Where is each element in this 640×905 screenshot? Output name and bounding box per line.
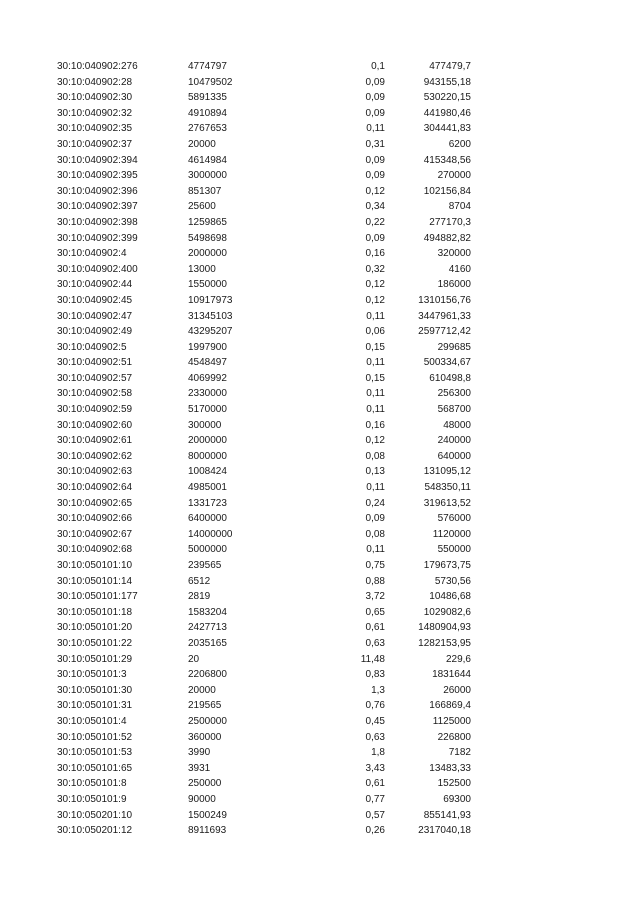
- rate-cell: 0,65: [365, 606, 385, 618]
- area-cell: 5170000: [188, 404, 227, 416]
- table-row: [0, 121, 640, 137]
- value-cell: 550000: [437, 544, 471, 556]
- table-row: [0, 355, 640, 371]
- table-row: [0, 792, 640, 808]
- table-row: [0, 652, 640, 668]
- cadastral-number-cell: 30:10:040902:63: [57, 466, 133, 478]
- table-row: [0, 542, 640, 558]
- rate-cell: 0,15: [365, 372, 385, 384]
- value-cell: 3447961,33: [418, 310, 471, 322]
- table-row: [0, 511, 640, 527]
- cadastral-number-cell: 30:10:040902:47: [57, 310, 133, 322]
- cadastral-number-cell: 30:10:040902:57: [57, 372, 133, 384]
- area-cell: 4548497: [188, 357, 227, 369]
- area-cell: 25600: [188, 201, 216, 213]
- cadastral-number-cell: 30:10:040902:276: [57, 61, 138, 72]
- area-cell: 239565: [188, 560, 222, 571]
- table-row: [0, 433, 640, 449]
- area-cell: 851307: [188, 185, 222, 197]
- rate-cell: 0,11: [366, 388, 385, 400]
- rate-cell: 1,8: [371, 747, 385, 759]
- table-row: [0, 683, 640, 699]
- area-cell: 4985001: [188, 482, 227, 494]
- area-cell: 2000000: [188, 248, 227, 260]
- rate-cell: 0,61: [365, 778, 385, 790]
- value-cell: 240000: [437, 435, 471, 447]
- cadastral-number-cell: 30:10:050101:52: [57, 731, 133, 743]
- rate-cell: 0,16: [365, 248, 385, 260]
- rate-cell: 0,06: [365, 326, 385, 338]
- table-row: [0, 464, 640, 480]
- rate-cell: 0,09: [365, 92, 385, 104]
- table-row: [0, 402, 640, 418]
- cadastral-number-cell: 30:10:040902:59: [57, 404, 133, 416]
- value-cell: 277170,3: [429, 216, 471, 228]
- area-cell: 2330000: [188, 388, 227, 400]
- area-cell: 20000: [188, 138, 216, 150]
- value-cell: 548350,11: [424, 482, 471, 494]
- area-cell: 2767653: [188, 123, 227, 135]
- rate-cell: 0,57: [365, 809, 385, 821]
- table-row: [0, 106, 640, 122]
- cadastral-number-cell: 30:10:040902:395: [57, 170, 138, 182]
- table-row: [0, 59, 640, 75]
- value-cell: 576000: [437, 513, 471, 525]
- rate-cell: 0,11: [366, 357, 385, 369]
- rate-cell: 0,13: [365, 466, 385, 478]
- rate-cell: 0,12: [365, 185, 385, 197]
- rate-cell: 0,63: [365, 731, 385, 743]
- area-cell: 3000000: [188, 170, 227, 182]
- cadastral-number-cell: 30:10:040902:65: [57, 497, 133, 509]
- cadastral-number-cell: 30:10:040902:400: [57, 263, 138, 275]
- cadastral-number-cell: 30:10:040902:4: [57, 248, 127, 260]
- rate-cell: 0,11: [366, 482, 385, 494]
- area-cell: 219565: [188, 700, 222, 712]
- value-cell: 256300: [437, 388, 471, 400]
- table-row: [0, 184, 640, 200]
- value-cell: 179673,75: [423, 560, 471, 571]
- value-cell: 320000: [437, 248, 471, 260]
- value-cell: 319613,52: [423, 497, 471, 509]
- value-cell: 48000: [443, 419, 471, 431]
- cadastral-number-cell: 30:10:050101:20: [57, 622, 133, 634]
- rate-cell: 0,31: [365, 138, 385, 150]
- value-cell: 26000: [443, 684, 471, 696]
- rate-cell: 0,11: [366, 310, 385, 322]
- area-cell: 1550000: [188, 279, 227, 291]
- area-cell: 4910894: [188, 107, 227, 119]
- table-row: [0, 75, 640, 91]
- value-cell: 568700: [437, 404, 471, 416]
- table-row: [0, 574, 640, 590]
- rate-cell: 0,09: [365, 170, 385, 182]
- value-cell: 166869,4: [429, 700, 471, 712]
- value-cell: 8704: [448, 201, 471, 213]
- rate-cell: 0,09: [365, 232, 385, 244]
- value-cell: 229,6: [445, 653, 471, 665]
- rate-cell: 0,24: [365, 497, 385, 509]
- cadastral-number-cell: 30:10:040902:45: [57, 294, 133, 306]
- rate-cell: 0,88: [365, 575, 385, 587]
- rate-cell: 0,61: [365, 622, 385, 634]
- table-row: [0, 199, 640, 215]
- value-cell: 530220,15: [423, 92, 471, 104]
- table-row: [0, 231, 640, 247]
- cadastral-number-cell: 30:10:050101:14: [57, 575, 133, 587]
- table-row: [0, 309, 640, 325]
- cadastral-number-cell: 30:10:040902:30: [57, 92, 133, 104]
- value-cell: 152500: [437, 778, 471, 790]
- area-cell: 10479502: [188, 76, 233, 88]
- cadastral-number-cell: 30:10:040902:44: [57, 279, 133, 291]
- rate-cell: 3,72: [365, 591, 385, 603]
- rate-cell: 0,11: [366, 123, 385, 135]
- area-cell: 43295207: [188, 326, 233, 338]
- cadastral-number-cell: 30:10:040902:397: [57, 201, 138, 213]
- value-cell: 4160: [448, 263, 471, 275]
- area-cell: 1331723: [188, 497, 227, 509]
- cadastral-number-cell: 30:10:040902:67: [57, 528, 133, 540]
- cadastral-number-cell: 30:10:040902:51: [57, 357, 133, 369]
- rate-cell: 0,11: [366, 404, 385, 416]
- table-row: [0, 698, 640, 714]
- area-cell: 5498698: [188, 232, 227, 244]
- rate-cell: 0,09: [365, 513, 385, 525]
- area-cell: 6400000: [188, 513, 227, 525]
- rate-cell: 0,26: [365, 825, 385, 837]
- area-cell: 6512: [188, 575, 211, 587]
- area-cell: 20: [188, 653, 200, 665]
- cadastral-number-cell: 30:10:040902:58: [57, 388, 133, 400]
- table-row: [0, 449, 640, 465]
- value-cell: 10486,68: [429, 591, 471, 603]
- cadastral-number-cell: 30:10:040902:64: [57, 482, 133, 494]
- cadastral-number-cell: 30:10:040902:32: [57, 107, 133, 119]
- cadastral-number-cell: 30:10:040902:28: [57, 76, 133, 88]
- value-cell: 6200: [448, 138, 471, 150]
- table-row: [0, 730, 640, 746]
- area-cell: 3931: [188, 762, 211, 774]
- value-cell: 1125000: [432, 715, 471, 727]
- area-cell: 1500249: [188, 809, 227, 821]
- rate-cell: 11,48: [360, 653, 385, 665]
- table-row: [0, 246, 640, 262]
- rate-cell: 0,12: [365, 435, 385, 447]
- cadastral-number-cell: 30:10:050101:177: [57, 591, 138, 603]
- table-row: [0, 262, 640, 278]
- cadastral-number-cell: 30:10:050101:9: [57, 793, 127, 805]
- area-cell: 1583204: [188, 606, 227, 618]
- rate-cell: 0,77: [365, 793, 385, 805]
- area-cell: 5000000: [188, 544, 227, 556]
- value-cell: 1029082,6: [423, 606, 471, 618]
- table-row: [0, 636, 640, 652]
- value-cell: 131095,12: [423, 466, 471, 478]
- value-cell: 855141,93: [423, 809, 471, 821]
- table-row: [0, 667, 640, 683]
- table-row: [0, 496, 640, 512]
- value-cell: 1120000: [432, 528, 471, 540]
- table-row: [0, 293, 640, 309]
- cadastral-number-cell: 30:10:040902:396: [57, 185, 138, 197]
- cadastral-number-cell: 30:10:040902:37: [57, 138, 133, 150]
- area-cell: 1008424: [188, 466, 227, 478]
- cadastral-number-cell: 30:10:040902:399: [57, 232, 138, 244]
- table-row: [0, 386, 640, 402]
- value-cell: 304441,83: [423, 123, 471, 135]
- value-cell: 640000: [437, 450, 471, 462]
- table-row: [0, 371, 640, 387]
- cadastral-number-cell: 30:10:040902:68: [57, 544, 133, 556]
- rate-cell: 0,83: [365, 669, 385, 681]
- area-cell: 10917973: [188, 294, 233, 306]
- cadastral-number-cell: 30:10:040902:62: [57, 450, 133, 462]
- value-cell: 69300: [443, 793, 471, 805]
- rate-cell: 0,09: [365, 107, 385, 119]
- area-cell: 14000000: [188, 528, 233, 540]
- cadastral-number-cell: 30:10:050101:10: [57, 560, 133, 571]
- table-row: [0, 714, 640, 730]
- area-cell: 1259865: [188, 216, 227, 228]
- value-cell: 1480904,93: [418, 622, 471, 634]
- area-cell: 1997900: [188, 341, 227, 353]
- area-cell: 360000: [188, 731, 222, 743]
- cadastral-number-cell: 30:10:040902:49: [57, 326, 133, 338]
- table-row: [0, 558, 640, 574]
- area-cell: 13000: [188, 263, 216, 275]
- cadastral-number-cell: 30:10:050101:30: [57, 684, 133, 696]
- value-cell: 2317040,18: [418, 825, 471, 837]
- value-cell: 186000: [437, 279, 471, 291]
- table-row: [0, 168, 640, 184]
- value-cell: 2597712,42: [418, 326, 471, 338]
- table-row: [0, 589, 640, 605]
- value-cell: 500334,67: [423, 357, 471, 369]
- rate-cell: 1,3: [371, 684, 385, 696]
- value-cell: 610498,8: [429, 372, 471, 384]
- cadastral-number-cell: 30:10:050101:22: [57, 637, 133, 649]
- value-cell: 441980,46: [423, 107, 471, 119]
- cadastral-number-cell: 30:10:040902:61: [57, 435, 133, 447]
- rate-cell: 0,16: [365, 419, 385, 431]
- rate-cell: 0,11: [366, 544, 385, 556]
- cadastral-number-cell: 30:10:040902:35: [57, 123, 133, 135]
- cadastral-number-cell: 30:10:050101:29: [57, 653, 133, 665]
- table-row: [0, 137, 640, 153]
- value-cell: 477479,7: [429, 61, 471, 72]
- rate-cell: 0,75: [365, 560, 385, 571]
- table-row: [0, 776, 640, 792]
- table-row: [0, 277, 640, 293]
- cadastral-number-cell: 30:10:040902:394: [57, 154, 138, 166]
- cadastral-number-cell: 30:10:040902:60: [57, 419, 133, 431]
- rate-cell: 0,15: [365, 341, 385, 353]
- cadastral-number-cell: 30:10:040902:398: [57, 216, 138, 228]
- cadastral-number-cell: 30:10:050201:12: [57, 825, 133, 837]
- table-row: [0, 215, 640, 231]
- rate-cell: 0,63: [365, 637, 385, 649]
- rate-cell: 0,09: [365, 76, 385, 88]
- cadastral-number-cell: 30:10:050101:31: [57, 700, 133, 712]
- table-row: [0, 480, 640, 496]
- area-cell: 3990: [188, 747, 211, 759]
- rate-cell: 0,09: [365, 154, 385, 166]
- area-cell: 2000000: [188, 435, 227, 447]
- rate-cell: 0,22: [365, 216, 385, 228]
- rate-cell: 0,12: [365, 294, 385, 306]
- table-row: [0, 745, 640, 761]
- area-cell: 4774797: [188, 61, 227, 72]
- rate-cell: 0,45: [365, 715, 385, 727]
- area-cell: 4069992: [188, 372, 227, 384]
- cadastral-number-cell: 30:10:050101:18: [57, 606, 133, 618]
- rate-cell: 0,1: [371, 61, 385, 72]
- table-row: [0, 153, 640, 169]
- area-cell: 20000: [188, 684, 216, 696]
- area-cell: 300000: [188, 419, 222, 431]
- cadastral-number-cell: 30:10:050101:65: [57, 762, 133, 774]
- data-table: [0, 59, 640, 839]
- value-cell: 102156,84: [423, 185, 471, 197]
- area-cell: 5891335: [188, 92, 227, 104]
- table-row: [0, 823, 640, 839]
- table-row: [0, 605, 640, 621]
- rate-cell: 0,08: [365, 450, 385, 462]
- value-cell: 5730,56: [434, 575, 471, 587]
- value-cell: 1310156,76: [418, 294, 471, 306]
- value-cell: 943155,18: [423, 76, 471, 88]
- value-cell: 1831644: [432, 669, 471, 681]
- value-cell: 7182: [448, 747, 471, 759]
- cadastral-number-cell: 30:10:050101:8: [57, 778, 127, 790]
- table-row: [0, 527, 640, 543]
- table-row: [0, 761, 640, 777]
- area-cell: 90000: [188, 793, 216, 805]
- value-cell: 226800: [437, 731, 471, 743]
- area-cell: 2035165: [188, 637, 227, 649]
- value-cell: 1282153,95: [418, 637, 471, 649]
- table-row: [0, 340, 640, 356]
- cadastral-number-cell: 30:10:050201:10: [57, 809, 133, 821]
- cadastral-number-cell: 30:10:050101:3: [57, 669, 127, 681]
- rate-cell: 0,12: [365, 279, 385, 291]
- table-row: [0, 418, 640, 434]
- cadastral-number-cell: 30:10:040902:5: [57, 341, 127, 353]
- area-cell: 8911693: [188, 825, 227, 837]
- area-cell: 2206800: [188, 669, 227, 681]
- value-cell: 494882,82: [423, 232, 471, 244]
- cadastral-number-cell: 30:10:050101:53: [57, 747, 133, 759]
- cadastral-number-cell: 30:10:050101:4: [57, 715, 127, 727]
- table-row: [0, 90, 640, 106]
- value-cell: 13483,33: [429, 762, 471, 774]
- area-cell: 2819: [188, 591, 211, 603]
- value-cell: 299685: [437, 341, 471, 353]
- area-cell: 2427713: [188, 622, 227, 634]
- area-cell: 4614984: [188, 154, 227, 166]
- rate-cell: 0,34: [365, 201, 385, 213]
- value-cell: 415348,56: [423, 154, 471, 166]
- table-row: [0, 324, 640, 340]
- rate-cell: 0,76: [365, 700, 385, 712]
- table-row: [0, 620, 640, 636]
- table-row: [0, 808, 640, 824]
- rate-cell: 3,43: [365, 762, 385, 774]
- area-cell: 31345103: [188, 310, 233, 322]
- cadastral-number-cell: 30:10:040902:66: [57, 513, 133, 525]
- rate-cell: 0,08: [365, 528, 385, 540]
- area-cell: 250000: [188, 778, 222, 790]
- rate-cell: 0,32: [365, 263, 385, 275]
- area-cell: 8000000: [188, 450, 227, 462]
- area-cell: 2500000: [188, 715, 227, 727]
- value-cell: 270000: [437, 170, 471, 182]
